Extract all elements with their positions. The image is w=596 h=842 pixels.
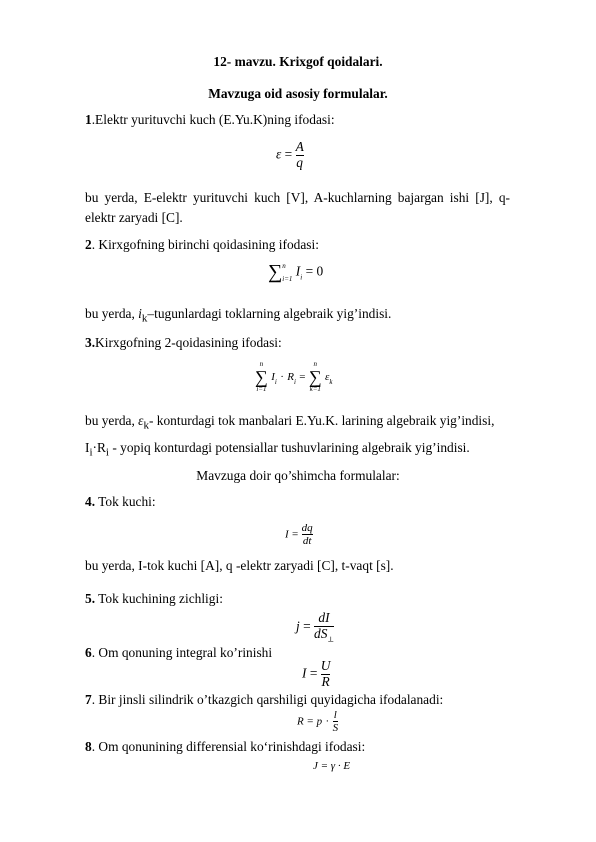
section-7-heading: 7. Bir jinsli silindrik o’tkazgich qarshiligi quyidagicha ifodalanadi: <box>85 692 444 707</box>
formula-kirchhoff-1: ∑ n i=1 $I_i = 0$ <box>268 261 324 283</box>
formula-current-density: j = $\frac{dI}{dS_\perp}$ <box>296 610 334 644</box>
section-2-heading: 2. Kirxgofning birinchi qoidasining ifodasi: <box>85 237 319 252</box>
extra-formulas-title: Mavzuga doir qo’shimcha formulalar: <box>196 468 400 483</box>
section-2-description: bu yerda, $i_k$–tugunlardagi toklarning algebraik yig’indisi. <box>85 306 392 325</box>
section-1-description: bu yerda, E-elektr yurituvchi kuch [V], A-kuchlarning bajargan ishi [J], q- elektr zaryadi [C]. <box>85 190 510 225</box>
section-5-heading: 5. Tok kuchining zichligi: <box>85 591 223 606</box>
formula-emf: ε = $\frac{A}{q}$ <box>276 139 304 170</box>
section-4-heading: 4. Tok kuchi: <box>85 494 156 509</box>
section-3-description-2: $I_i\cdot R_i$ - yopiq konturdagi potensiallar tushuvlarining algebraik yig’indisi. <box>85 440 470 459</box>
formula-ohm-integral: I = $\frac{U}{R}$ <box>302 658 331 689</box>
formula-kirchhoff-2: n ∑ i=1 $I_i \cdot R_i$ = n ∑ k=1 $\varepsilon_k$ <box>255 360 333 393</box>
page-subtitle: Mavzuga oid asosiy formulalar. <box>208 86 388 101</box>
section-3-description-1: bu yerda, $\varepsilon_k-$ konturdagi tok manbalari E.Yu.K. larining algebraik yig’indisi, <box>85 413 495 432</box>
formula-ohm-differential: J = γ · E <box>313 760 351 772</box>
formula-resistance: R = p · $\frac{l}{S}$ <box>297 709 339 735</box>
page-title: 12- mavzu. Krixgof qoidalari. <box>213 54 383 69</box>
section-1-heading: 1.Elektr yurituvchi kuch (E.Yu.K)ning ifodasi: <box>85 112 335 127</box>
section-3-heading: 3.Kirxgofning 2-qoidasining ifodasi: <box>85 335 282 350</box>
section-8-heading: 8. Om qonunining differensial ko‘rinishdagi ifodasi: <box>85 739 366 754</box>
formula-current: I = $\frac{dq}{dt}$ <box>285 522 313 548</box>
section-6-heading: 6. Om qonuning integral ko’rinishi <box>85 645 273 660</box>
section-4-description: bu yerda, I-tok kuchi [A], q -elektr zaryadi [C], t-vaqt [s]. <box>85 558 394 573</box>
